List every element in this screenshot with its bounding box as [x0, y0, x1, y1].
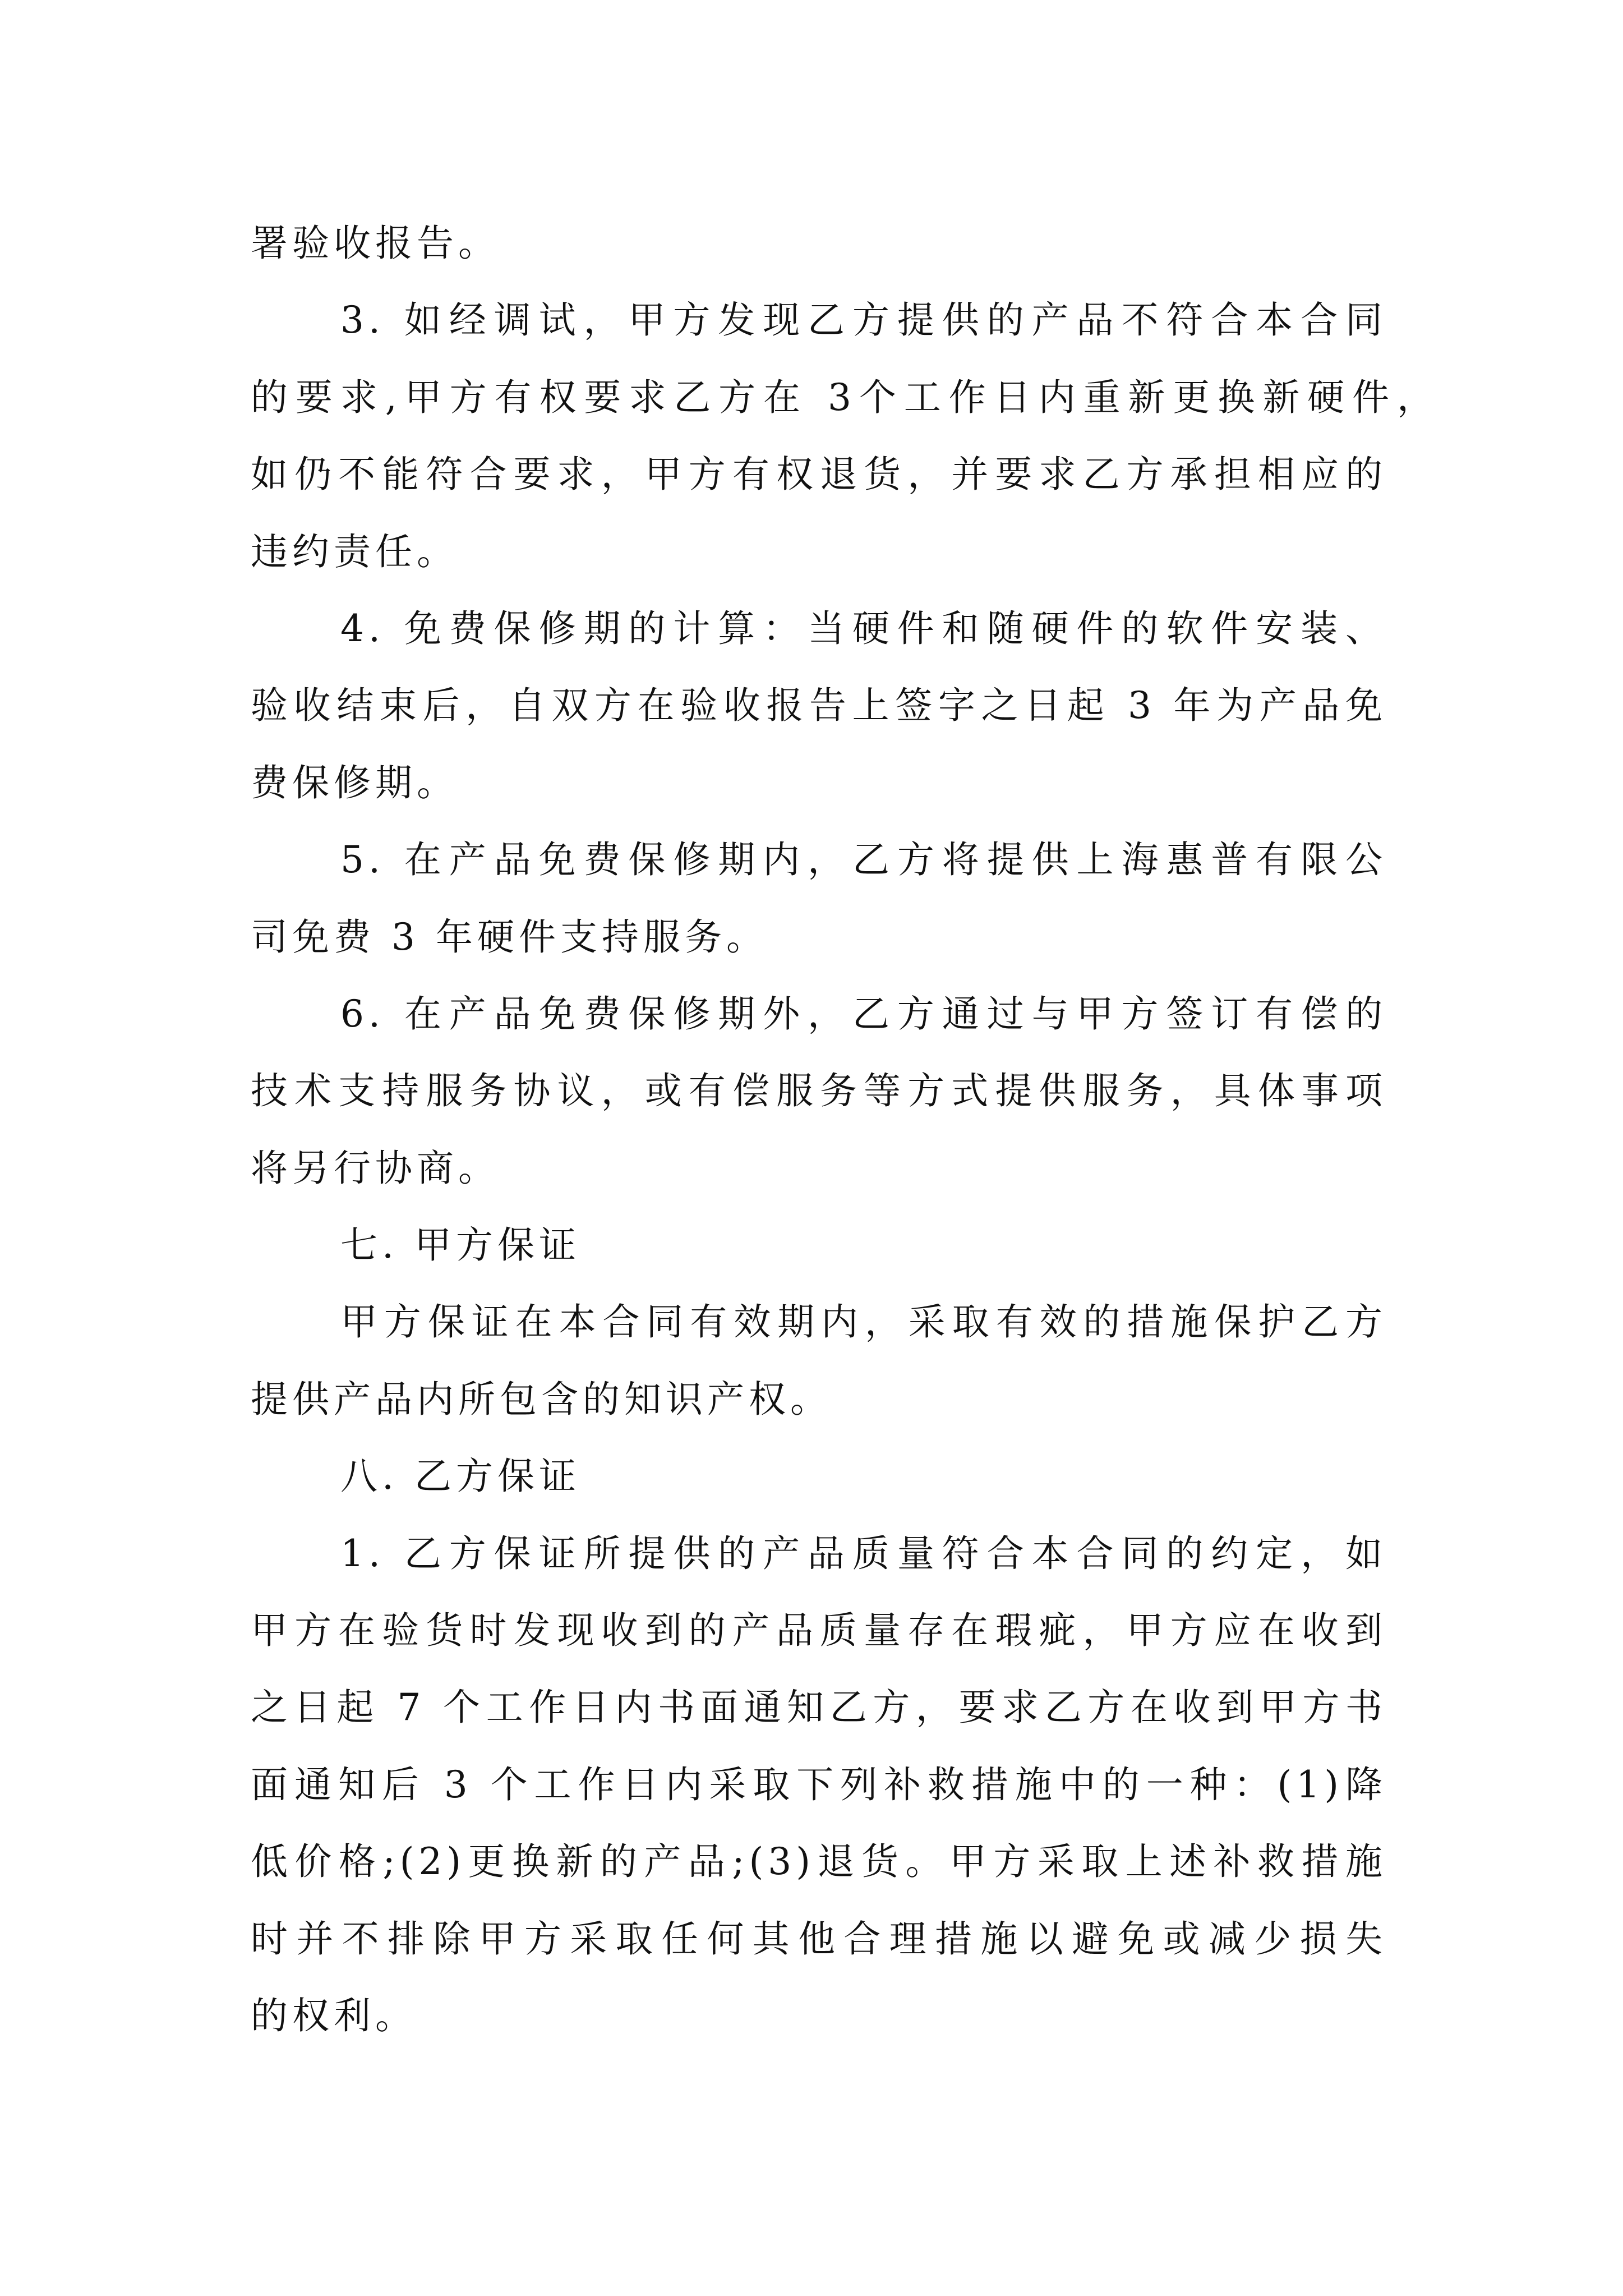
text-line: 4. 免费保修期的计算：当硬件和随硬件的软件安装、: [340, 606, 1387, 650]
text-line: 甲方在验货时发现收到的产品质量存在瑕疵，甲方应在收到: [251, 1609, 1387, 1653]
text-line: 将另行协商。: [251, 1146, 500, 1190]
section-heading: 八. 乙方保证: [340, 1455, 580, 1498]
text-line: 费保修期。: [251, 761, 458, 804]
clause-3: [251, 282, 1438, 590]
text-line: 面通知后 3 个工作日内采取下列补救措施中的一种：(1)降: [251, 1763, 1387, 1806]
text-line: 司免费 3 年硬件支持服务。: [251, 915, 768, 959]
clause-5: [251, 821, 1387, 976]
document-body: [251, 205, 1438, 2054]
text-line: 时并不排除甲方采取任何其他合理措施以避免或减少损失: [251, 1917, 1387, 1961]
text-line: 甲方保证在本合同有效期内，采取有效的措施保护乙方: [340, 1300, 1387, 1344]
text-line: 违约责任。: [251, 530, 458, 573]
section-heading-7: [251, 1207, 1387, 1283]
text-line: 6. 在产品免费保修期外，乙方通过与甲方签订有偿的: [340, 992, 1387, 1036]
clause-6: [251, 976, 1387, 1207]
text-line: 验收结束后，自双方在验收报告上签字之日起 3 年为产品免: [251, 684, 1387, 728]
section-7-body: [251, 1283, 1387, 1438]
section-heading-8: [251, 1438, 1387, 1515]
clause-4: [251, 590, 1387, 821]
text-line: 如仍不能符合要求，甲方有权退货，并要求乙方承担相应的: [251, 453, 1387, 496]
section-heading: 七. 甲方保证: [340, 1223, 580, 1267]
text-line: 的权利。: [251, 1994, 417, 2037]
text-line: 之日起 7 个工作日内书面通知乙方，要求乙方在收到甲方书: [251, 1686, 1387, 1729]
text-line: 1. 乙方保证所提供的产品质量符合本合同的约定，如: [340, 1531, 1387, 1575]
text-line: 署验收报告。: [251, 222, 500, 265]
text-line: 技术支持服务协议，或有偿服务等方式提供服务，具体事项: [251, 1069, 1387, 1113]
continued-paragraph: [251, 205, 1387, 282]
text-line: 5. 在产品免费保修期内，乙方将提供上海惠普有限公: [340, 838, 1387, 882]
clause-8-1: [251, 1515, 1387, 2055]
text-line: 的要求,甲方有权要求乙方在 3个工作日内重新更换新硬件，: [251, 375, 1438, 419]
text-line: 提供产品内所包含的知识产权。: [251, 1377, 832, 1421]
text-line: 低价格;(2)更换新的产品;(3)退货。甲方采取上述补救措施: [251, 1840, 1387, 1884]
text-line: 3. 如经调试，甲方发现乙方提供的产品不符合本合同: [340, 298, 1387, 342]
